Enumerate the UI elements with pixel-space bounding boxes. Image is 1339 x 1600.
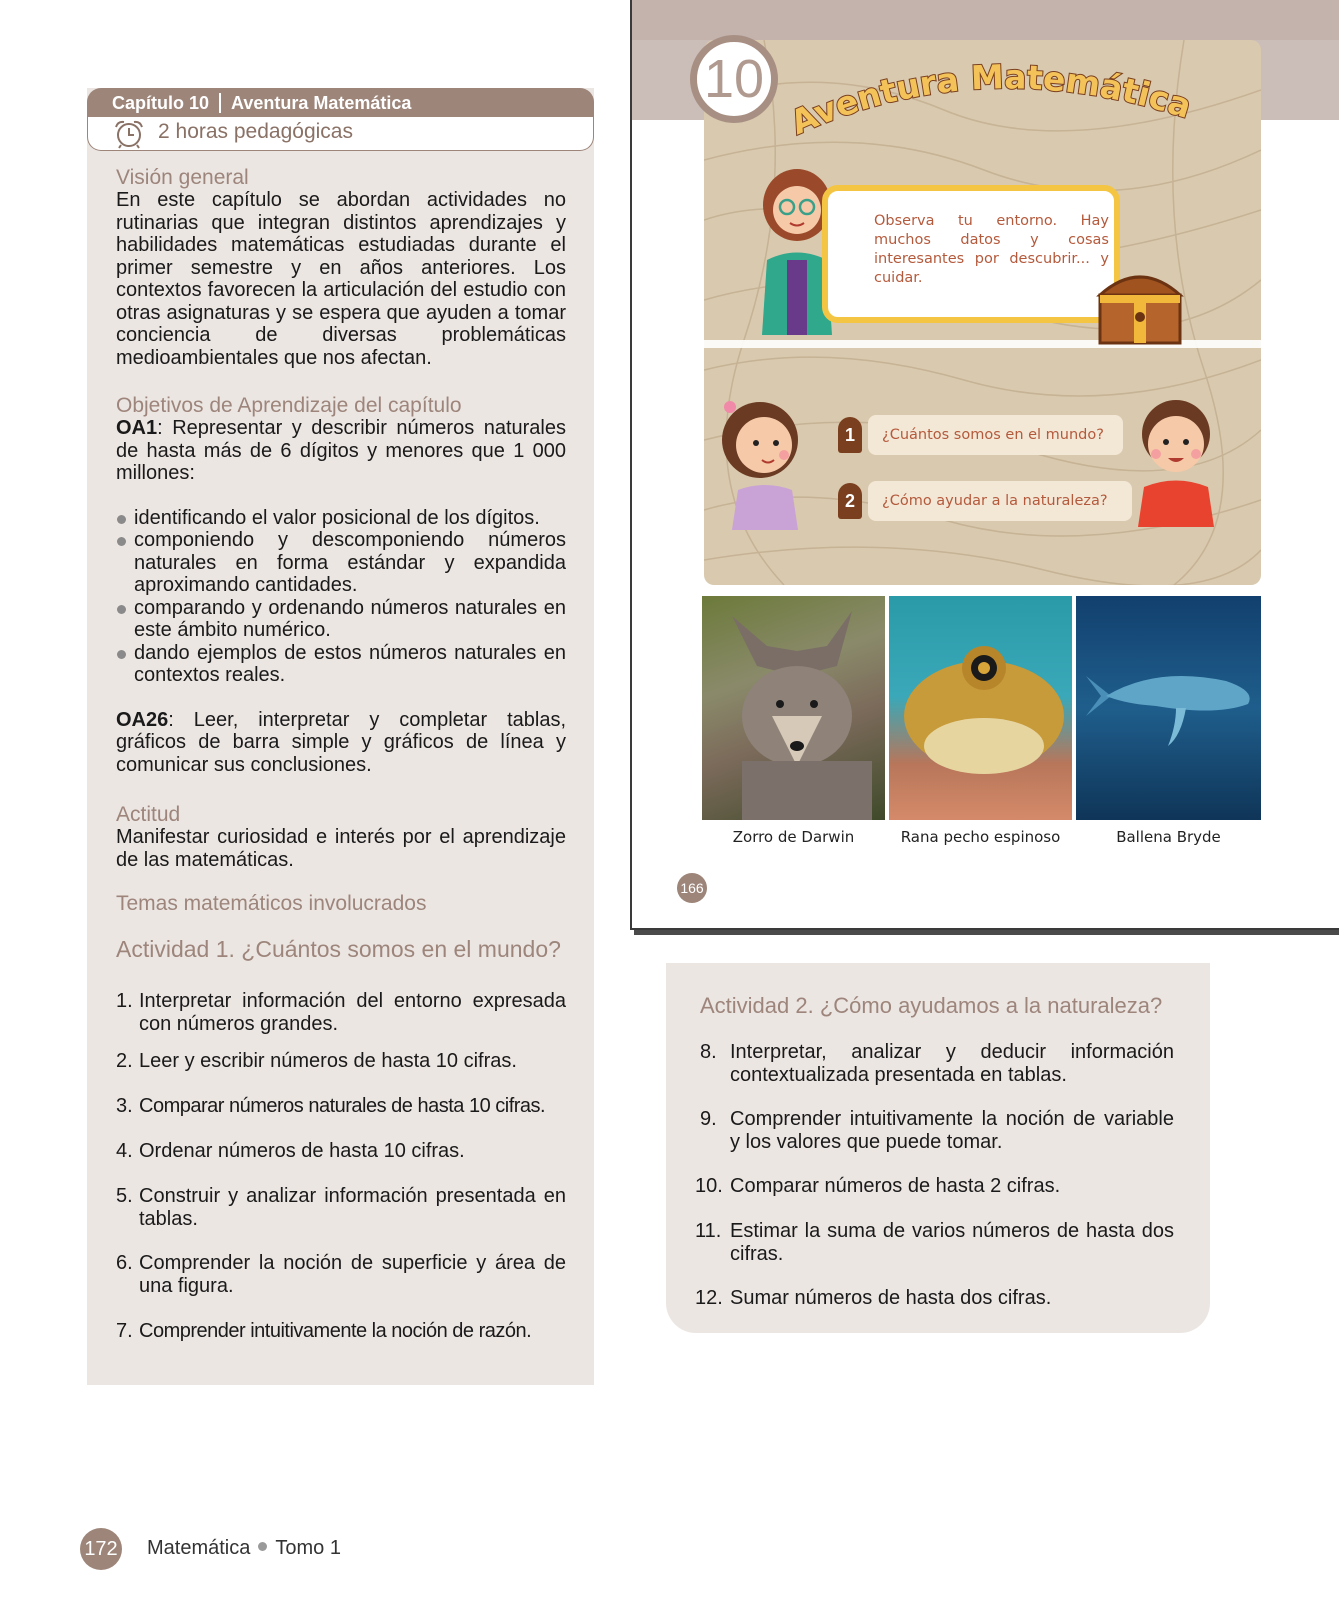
activity1-title: Actividad 1. ¿Cuántos somos en el mundo?	[116, 936, 561, 962]
attitude-section	[116, 803, 566, 871]
topics-section	[116, 892, 566, 915]
objectives-title: Objetivos de Aprendizaje del capítulo	[116, 394, 462, 417]
list-item	[116, 990, 566, 1035]
book-page-number: 166	[677, 873, 707, 903]
topics-title: Temas matemáticos involucrados	[116, 892, 427, 915]
bullet-item: dando ejemplos de estos números naturales en contextos reales.	[116, 642, 566, 687]
footer-volume: Tomo 1	[275, 1537, 341, 1559]
svg-text:Aventura Matemática	[785, 60, 1196, 140]
whale-photo	[1076, 596, 1261, 820]
item-number: 1.	[116, 990, 133, 1012]
girl-illustration	[710, 395, 810, 530]
list-item	[695, 1220, 1174, 1265]
book-top-band-dark	[632, 0, 1339, 40]
oa26-text: : Leer, interpretar y completar tablas, gráficos de barra simple y gráficos de línea y comunicar sus conclusiones.	[116, 708, 566, 776]
item-text: Interpretar información del entorno expresada con números grandes.	[139, 990, 566, 1035]
footer-text	[147, 1537, 341, 1560]
item-number: 7.	[116, 1320, 133, 1342]
list-item	[116, 1320, 566, 1343]
item-text: Comprender intuitivamente la noción de razón.	[139, 1320, 532, 1342]
alarm-clock-icon	[113, 119, 145, 149]
oa1-label: OA1	[116, 417, 158, 439]
whale-illustration	[1076, 596, 1261, 820]
bullet-item: comparando y ordenando números naturales en este ámbito numérico.	[116, 597, 566, 642]
hours-box	[87, 117, 594, 151]
frog-photo	[889, 596, 1072, 820]
bullet-item: componiendo y descomponiendo números naturales en forma estándar y expandida aproximando cantidades.	[116, 529, 566, 597]
treasure-chest-icon	[1094, 265, 1186, 347]
list-item	[116, 1140, 566, 1163]
chapter-number-badge: 10	[690, 35, 778, 123]
question-tab: ¿Cuántos somos en el mundo?	[868, 415, 1123, 455]
bubble-text: Observa tu entorno. Hay muchos datos y cosas interesantes por descubrir... y cuidar.	[874, 213, 1109, 286]
question-number-badge: 2	[838, 483, 862, 519]
vision-title: Visión general	[116, 166, 249, 189]
item-number: 3.	[116, 1095, 133, 1117]
footer-separator-dot	[258, 1542, 267, 1551]
fox-photo	[702, 596, 885, 820]
item-number: 10.	[695, 1175, 723, 1197]
vision-section	[116, 166, 566, 369]
item-text: Sumar números de hasta dos cifras.	[730, 1287, 1052, 1309]
student-book-page	[630, 0, 1339, 930]
photo-caption: Rana pecho espinoso	[900, 828, 1061, 846]
oa1-text: : Representar y describir números naturales de hasta más de 6 dígitos y menores que 1 000 millones:	[116, 417, 566, 484]
item-number: 6.	[116, 1252, 133, 1274]
objectives-section	[116, 394, 566, 776]
list-item	[116, 1050, 566, 1073]
photo-caption: Zorro de Darwin	[732, 828, 855, 846]
list-item	[695, 1287, 1174, 1310]
frog-illustration	[889, 596, 1072, 820]
attitude-text: Manifestar curiosidad e interés por el aprendizaje de las matemáticas.	[116, 826, 566, 871]
chapter-header	[87, 88, 594, 118]
question-number-badge: 1	[838, 417, 862, 453]
list-item	[116, 1185, 566, 1230]
item-number: 12.	[695, 1287, 723, 1309]
item-text: Leer y escribir números de hasta 10 cifras.	[139, 1050, 517, 1072]
fox-illustration	[702, 596, 885, 820]
item-number: 9.	[700, 1108, 717, 1130]
list-item	[700, 1108, 1174, 1153]
footer-subject: Matemática	[147, 1537, 251, 1559]
item-text: Comparar números naturales de hasta 10 cifras.	[139, 1095, 546, 1117]
oa26-paragraph	[116, 709, 566, 777]
item-number: 11.	[695, 1220, 722, 1242]
bullet-item: identificando el valor posicional de los dígitos.	[116, 507, 566, 530]
activity2-title: Actividad 2. ¿Cómo ayudamos a la naturaleza?	[700, 993, 1163, 1018]
book-title	[782, 60, 1202, 140]
page-number-badge: 172	[80, 1528, 122, 1570]
item-number: 5.	[116, 1185, 133, 1207]
chapter-label: Capítulo 10	[112, 93, 210, 113]
photo-caption: Ballena Bryde	[1116, 828, 1221, 846]
vision-text: En este capítulo se abordan actividades no rutinarias que integran distintos aprendizajes y habilidades matemáticas estudiadas durante el primer semestre y en años anteriores. Los contextos favorecen la articulación del estudio con otras asignaturas y se espera que ayuden a tomar conciencia de diversas problemáticas medioambientales que nos afectan.	[116, 189, 566, 369]
oa1-paragraph	[116, 417, 566, 485]
book-title-text: Aventura Matemática	[784, 60, 1197, 140]
item-number: 2.	[116, 1050, 133, 1072]
item-number: 8.	[700, 1041, 717, 1063]
item-number: 4.	[116, 1140, 133, 1162]
attitude-title: Actitud	[116, 803, 181, 826]
hours-text: 2 horas pedagógicas	[158, 120, 353, 143]
chapter-title: Aventura Matemática	[231, 93, 412, 113]
item-text: Ordenar números de hasta 10 cifras.	[139, 1140, 465, 1162]
list-item	[695, 1175, 1174, 1198]
item-text: Comparar números de hasta 2 cifras.	[730, 1175, 1061, 1197]
item-text: Comprender intuitivamente la noción de variable y los valores que puede tomar.	[730, 1108, 1174, 1153]
item-text: Interpretar, analizar y deducir información contextualizada presentada en tablas.	[730, 1041, 1174, 1086]
item-text: Comprender la noción de superficie y área de una figura.	[139, 1252, 566, 1297]
list-item	[700, 1041, 1174, 1086]
item-text: Construir y analizar información presentada en tablas.	[139, 1185, 566, 1230]
list-item	[116, 1252, 566, 1297]
item-text: Estimar la suma de varios números de hasta dos cifras.	[730, 1220, 1174, 1265]
oa26-label: OA26	[116, 708, 169, 731]
boy-illustration	[1126, 392, 1226, 527]
question-tab: ¿Cómo ayudar a la naturaleza?	[868, 481, 1132, 521]
list-item	[116, 1095, 566, 1118]
header-separator	[219, 93, 221, 113]
